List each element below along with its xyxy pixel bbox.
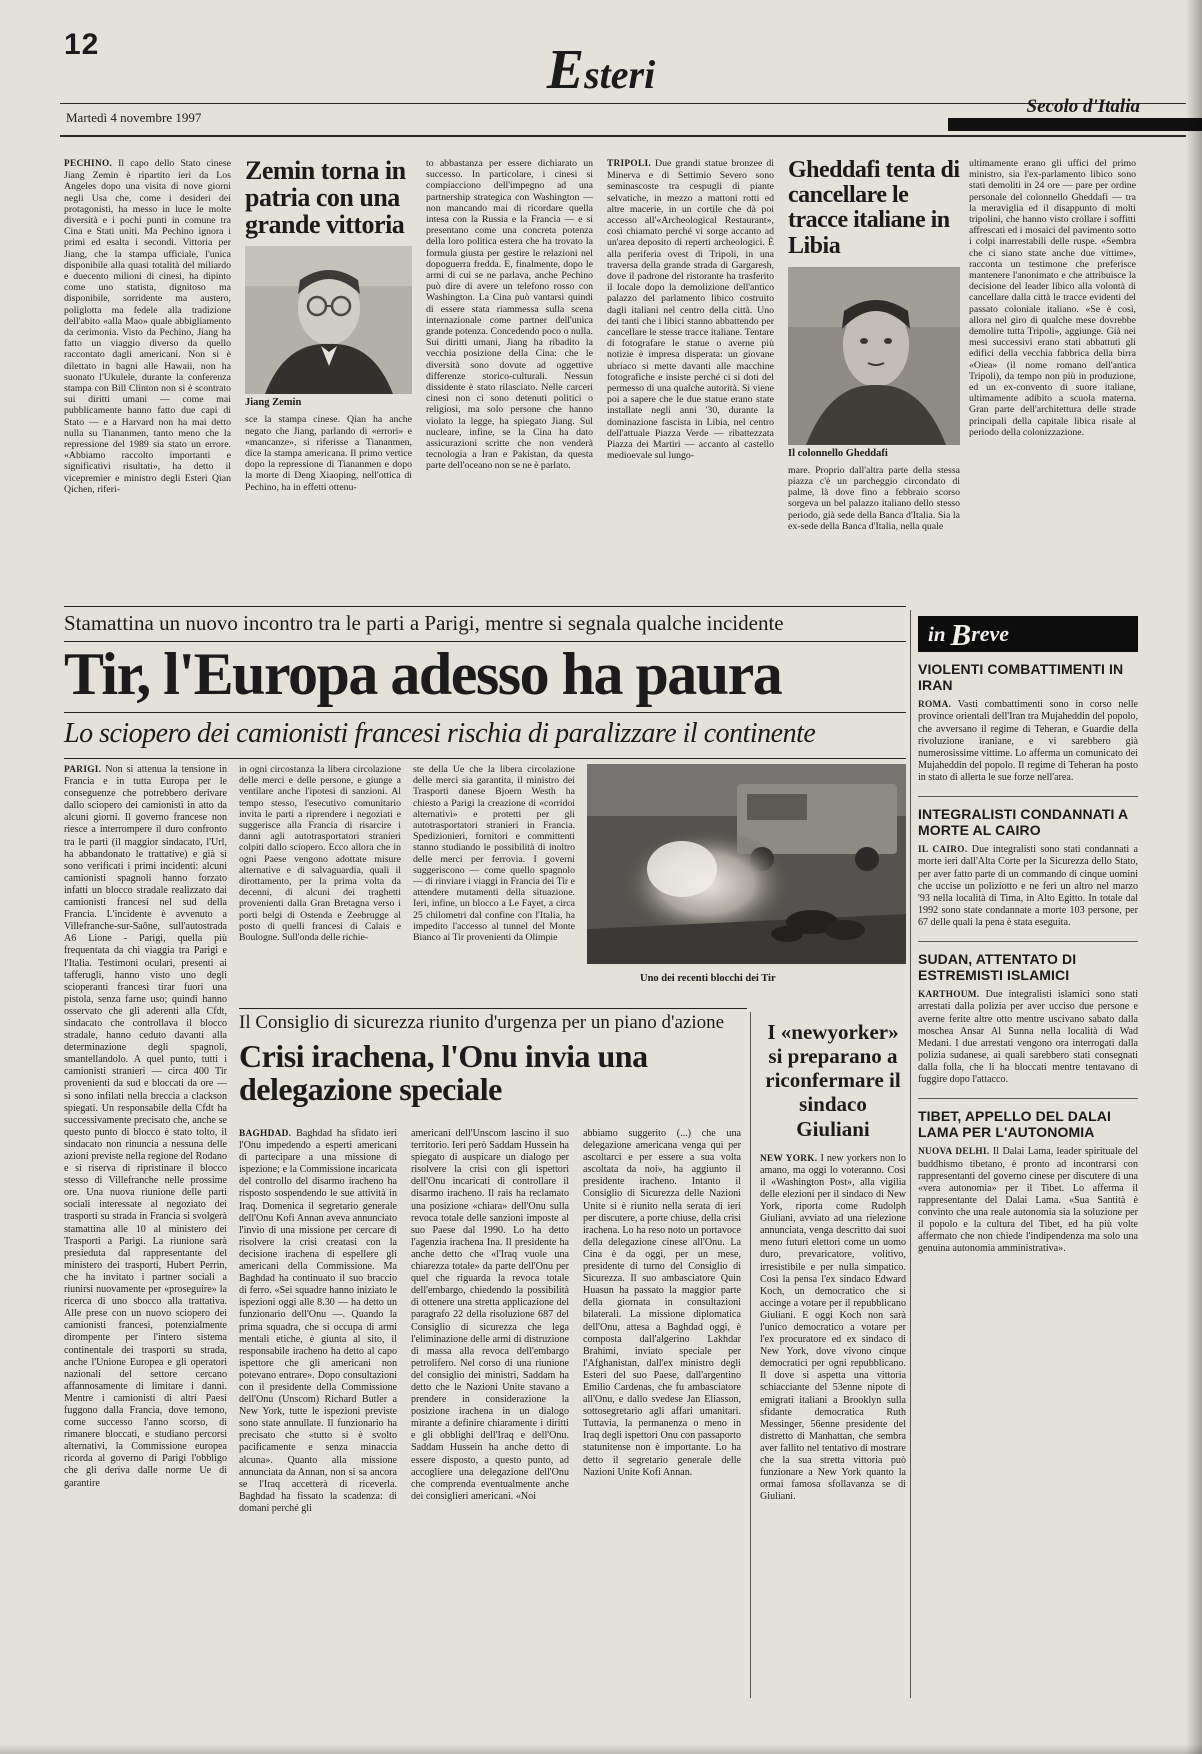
zemin-article-col-1 bbox=[64, 158, 231, 594]
inbreve-header bbox=[918, 616, 1138, 652]
section-rest: steri bbox=[584, 52, 656, 97]
inbreve-title-b: B bbox=[950, 616, 972, 652]
brief-body: Vasti combattimenti sono in corso nelle province orientali dell'Iran tra Mujaheddin del popolo, che avversano il regime di Teheran, e Guardie della rivoluzione iraniane, e vi sarebbero già numerosissime vittime. Lo afferma un comunicato dei Mujaheddin del popolo. Il regime di Teheran ha posto in stato di allerta le sue forze nell'area. bbox=[918, 699, 1139, 783]
iraq-kicker: Il Consiglio di sicurezza riunito d'urgenza per un piano d'azione bbox=[239, 1008, 747, 1040]
gheddafi-photo bbox=[788, 267, 960, 445]
brief-body-wrap bbox=[918, 844, 1138, 929]
giuliani-divider-rule bbox=[750, 1012, 751, 1698]
gheddafi-article-col-2 bbox=[788, 158, 960, 594]
brief-dateline: KARTHOUM. bbox=[918, 990, 980, 1001]
gheddafi-article-col-3: ultimamente erano gli uffici del primo ministro, sia l'ex-parlamento libico sono stati demoliti in 24 ore — pare per ordine personale del colonnello Gheddafi — tra la meraviglia ed il disappunto di molti tripolini, che hanno visto crollare i soffitti affrescati ed i mosaici del pavimento sotto i colpi inarrestabili delle ruspe. «Sembra che ci siano state anche due vittime», racconta un testimone che preferisce mantenere l'anonimato e che attribuisce la decisione del leader libico alla volontà di cancellare dalla città le tracce evidenti del passato coloniale italiano. «Se è così, allora nel giro di qualche mese dovrebbe demolire tutta Tripoli», aggiunge. Già nei mesi successivi erano stati abbattuti gli edifici della vecchia fabbrica della birra «Oiea» (il nome romano dell'antica Tripoli), da tempo non più in produzione, ed un ex-convento di suore italiane, ultimamente adibito a scuola materna. Gran parte dell'architettura delle strade principali della capitale libica risale al periodo della colonizzazione. bbox=[969, 158, 1136, 438]
brief-dateline: ROMA. bbox=[918, 700, 952, 711]
zemin-article-col-3: to abbastanza per essere dichiarato un successo. In particolare, i cinesi si compiacciono dell'impegno ad una partnership strategica con Washington — non mancando mai di ricordare quella intesa con la Russia e la Francia — e si presentano come una concreta potenza della loro politica estera che ha trovato la formula giusta per gestire le relazioni nel dopoguerra fredda. E, finalmente, dopo le armi di cui se ne parlava, anche Pechino può dire di avere un telefono rosso con Washington. La Cina può vantarsi quindi di essere stata riammessa sulla scena internazionale come partner dell'unica grande potenza. Concedendo poco o nulla. Sui diritti umani, Jiang ha ribadito la vecchia posizione della Cina: che le diversità sono dovute ad oggettive differenze storico-culturali. Nessun dissidente è stato rilasciato. Nelle carceri cinesi non ci sono detenuti politici o religiosi, ma solo persone che hanno violato la legge, ha spiegato Jiang. Sul nucleare, infine, se la Cina ha dato assicurazioni scritte che non venderà tecnologia a Iran e Pakistan, da questa parte dell'oceano non se ne è parlato. bbox=[426, 158, 593, 472]
brief-body-wrap bbox=[918, 699, 1138, 784]
section-initial: E bbox=[546, 39, 585, 101]
iraq-section-head bbox=[239, 1008, 747, 1106]
gheddafi-article-col-1 bbox=[607, 158, 774, 594]
giuliani-headline: I «newyorker» si preparano a riconfermare il sindaco Giuliani bbox=[765, 1020, 901, 1141]
zemin-photo-caption: Jiang Zemin bbox=[245, 397, 302, 409]
brief-item-cairo bbox=[918, 797, 1138, 942]
brief-body: Due integralisti sono stati condannati a morte ieri dall'Alta Corte per la Sicurezza dello Stato, per aver fatto parte di un commando di cinque uomini che uccise un poliziotto e ne ferì un altro nel marzo '93 nella località di Tima, in Alto Egitto. In totale dal 1992 sono state condannate a morte 103 persone, per 67 delle quali la pena è stata eseguita. bbox=[918, 844, 1138, 928]
tir-article-col-1 bbox=[64, 764, 227, 1698]
brief-item-sudan bbox=[918, 942, 1138, 1099]
zemin-body-1: Il capo dello Stato cinese Jiang Zemin è ripartito ieri da Los Angeles dopo una visita di nove giorni negli Usa che, come i desideri dei protagonisti, ha messo in luce le molte diversità e i pochi punti in comune tra Cina e Stati uniti. Ma Pechino ignora i primi ed esalta i secondi. Vittoria per Jiang, che la stampa ufficiale, l'unica disponibile alla quasi totalità del miliardo e duecento milioni di cinesi, ha dipinto come uno statista, dignitoso ma disponibile, sorridente ma austero, poliglotta ma fedele alla tradizione dell'abito «alla Mao» quale abbigliamento da cerimonia. Visto da Pechino, Jiang ha fatto un viaggio diverso da quello raccontato dagli americani. Non si è dilettato in bagni alle Hawaii, non ha suonato l'Ukulele, durante la conferenza stampa con Bill Clinton non si è scontrato sui diritti umani — come mai pubblicamente hanno fatto due capi di Stato — e a Harvard non ha mai detto nulla su Tiananmen, tanto meno che la repressione del 1989 sia stato un errore. «Abbiamo raccolto importanti e significativi risultati», ha detto il vicepremier e ministro degli Esteri Qian Qichen, riferi- bbox=[64, 158, 231, 495]
tir-article-col-2: in ogni circostanza la libera circolazione delle merci e delle persone, e giunge a ventilare anche l'ipotesi di sanzioni. Al tempo stesso, l'esecutivo comunitario invita le parti a riprendere i negoziati e suggerisce alla Francia di risarcire i danni agli autotrasportatori stranieri colpiti dallo sciopero. Ecco allora che in ogni Paese vengono adottate misure alternative e di salvaguardia, quali il dirottamento, per la prima volta da decenni, di alcuni dei traghetti provenienti dalla Gran Bretagna verso i porti belgi di Ostenda e Zeebrugge al posto di quelli francesi di Calais e Boulogne. Sull'onda delle richie- bbox=[239, 764, 401, 944]
zemin-headline: Zemin torna in patria con una grande vittoria bbox=[245, 156, 406, 239]
masthead: Secolo d'Italia bbox=[1026, 96, 1140, 117]
header-rule-bottom bbox=[60, 135, 1186, 137]
page-number: 12 bbox=[64, 28, 100, 61]
inbreve-title-reve: reve bbox=[971, 621, 1010, 646]
brief-dateline: NUOVA DELHI. bbox=[918, 1147, 990, 1158]
brief-body-wrap bbox=[918, 989, 1138, 1086]
tir-section-head bbox=[64, 606, 906, 759]
giuliani-article bbox=[760, 1020, 906, 1673]
brief-title: SUDAN, ATTENTATO DI ESTREMISTI ISLAMICI bbox=[918, 951, 1077, 983]
iraq-headline: Crisi irachena, l'Onu invia una delegazione speciale bbox=[239, 1037, 648, 1108]
tir-dateline: PARIGI. bbox=[64, 765, 102, 775]
brief-title: VIOLENTI COMBATTIMENTI IN IRAN bbox=[918, 661, 1124, 693]
brief-item-tibet bbox=[918, 1099, 1138, 1267]
scan-edge-shadow bbox=[1186, 0, 1202, 1754]
zemin-dateline: PECHINO. bbox=[64, 159, 113, 169]
tir-deck: Lo sciopero dei camionisti francesi rischia di paralizzare il continente bbox=[64, 712, 906, 759]
gheddafi-headline: Gheddafi tenta di cancellare le tracce italiane in Libia bbox=[788, 157, 960, 259]
giuliani-dateline: NEW YORK. bbox=[760, 1153, 818, 1164]
date: Martedì 4 novembre 1997 bbox=[66, 110, 202, 125]
inbreve-divider-rule bbox=[910, 610, 911, 1698]
zemin-body-2: sce la stampa cinese. Qian ha anche negato che Jiang, parlando di «errori» e «mancanze», si riferisse a Tiananmen, dice la stampa americana. Il primo vertice dopo la repressione di Tiananmen e dopo la morte di Deng Xiaoping, nell'ottica di Pechino, ha in effetti ottenu- bbox=[245, 414, 412, 493]
tir-blockade-photo bbox=[587, 764, 906, 964]
tir-photo-caption: Uno dei recenti blocchi dei Tir bbox=[640, 973, 776, 984]
gheddafi-body-1: Due grandi statue bronzee di Minerva e di Settimio Severo sono seminascoste tra cespugli di piante selvatiche, in mezzo a mattoni rotti ed altre macerie, in un cortile che dà poi accesso all'«Archeological Restaurant», così chiamato perché vi sorge accanto ad un'area deposito di reperti archeologici. È alla periferia ovest di Tripoli, in una traversa della grande strada di Gargaresh, dove il padrone del ristorante ha trasferito il locale dopo la demolizione dell'antico palazzo del parlamento libico costruito dagli italiani nel centro della città. Uno dei tanti che i libici stanno abbattendo per cancellare le stesse tracce italiane. Tentare di fotografare le statue o averne più notizie è impresa disperata: un giovane ubriaco si mette davanti alle macchine fotografiche e insiste perché ci si doti del permesso di una qualche autorità. Si viene poi a sapere che le due statue erano state installate negli anni '30, durante la dominazione fascista in Libia, nel centro dell'attuale Piazza Verde — ribattezzata Piazza dei Martiri — accanto al castello medioevale sul lungo- bbox=[607, 158, 774, 462]
gheddafi-dateline: TRIPOLI. bbox=[607, 159, 651, 169]
brief-item-iran bbox=[918, 652, 1138, 797]
tir-body-1: Non si attenua la tensione in Francia e in tutta Europa per le conseguenze che potrebbero derivare dallo sciopero dei camionisti in atto da alcuni giorni. Il governo francese non riesce a interrompere il duro confronto tra le parti (il maggior sindacato, l'Url, ha abbandonato le trattative) e già si sono verificati i primi incidenti: alcuni camionisti spagnoli hanno forzato infatti un blocco stradale realizzato dai camionisti francesi nel sud della Francia. L'incidente è avvenuto a Villefranche-sur-Saône, sull'autostrada A6 Lione - Parigi, quella più frequentata da chi viaggia tra Parigi e l'Italia. Testimoni oculari, presenti ai tafferugli, hanno visto uno degli scioperanti francesi tirar fuori una pistola, senza farne uso; quindi hanno osservato che gli aderenti alla Cfdt, sindacato che controllava il blocco stradale, hanno ceduto davanti alla determinazione degli spagnoli, smantellandolo. A quel punto, tutti i camionisti stranieri — circa 400 Tir provenienti da sud e bloccati da ore — si sono infilati nella breccia a clackson spiegati. Un responsabile della Cfdt ha successivamente precisato che, anche se questo punto di blocco è stato tolto, il sindacato non rinuncia a nessuna delle azioni previste nella regione del Rodano e si riserva di ripristinare il blocco stesso di Villefranche nelle prossime ore. Una nuova riunione delle parti sociali interessate al negoziato dei trasporti su strada in Francia si svolgerà stamattina alle 10 al ministero dei Trasporti a Parigi. La riunione sarà presieduta dal rappresentante del ministero dei trasporti, Hubert Perrin, che ha invitato i partner sociali a riunirsi nuovamente per «proseguire» la ricerca di uno sbocco alla trattativa. Alle prese con un nuovo sciopero dei camionisti francesi, potenzialmente dirompente per l'intero sistema continentale dei trasporti su strada, anche l'Unione Europea e gli operatori nazionali del settore cercano affannosamente di limitare i danni. Mentre i camionisti di altri Paesi fuggono dalla Francia, dove temono, come successo l'anno scorso, di rimanere bloccati, e studiano percorsi alternativi, la Commissione europea ricorda al governo di Parigi l'obbligo che gli deriva dalle norme Ue di garantire bbox=[64, 764, 227, 1489]
brief-body: Il Dalai Lama, leader spirituale del buddhismo tibetano, è pronto ad incontrarsi con rappresentanti del governo cinese per discutere di una «vera autonomia» per il Tibet. Lo afferma il rappresentante del Dalai Lama. «Sua Santità è convinto che una reale autonomia sia la soluzione per il popolo e la cultura del Tibet, ed ha più volte affermato che non chiede l'indipendenza ma solo una genuina autonomia amministrativa». bbox=[918, 1146, 1139, 1255]
iraq-article-col-1 bbox=[239, 1128, 397, 1698]
brief-dateline: IL CAIRO. bbox=[918, 845, 968, 856]
header-rule-top bbox=[60, 103, 1186, 104]
brief-body-wrap bbox=[918, 1146, 1138, 1255]
section-title bbox=[0, 39, 1202, 101]
masthead-bar bbox=[948, 118, 1202, 131]
iraq-article-col-3: abbiamo suggerito (...) che una delegazione americana venga qui per ascoltarci e per essere a sua volta ascoltata da noi», ha aggiunto il presidente iracheno. Intanto il Consiglio di Sicurezza delle Nazioni Unite si è riunito nella serata di ieri per discutere, a porte chiuse, della crisi irachena. Lo ha reso noto un portavoce della delegazione cinese all'Onu. La Cina è da oggi, per un mese, presidente di turno del Consiglio di Sicurezza. Il suo ambasciatore Quin Huasun ha passato la maggior parte della giornata in consultazioni bilaterali. La missione diplomatica dell'Onu, attesa a Baghdad oggi, è composta dall'algerino Lakhdar Brahimi, inviato speciale per l'Afghanistan, dall'ex ministro degli Esteri del suo Paese, dall'argentino Emilio Cardenas, che fu ambasciatore all'Onu, e dallo svedese Jan Eliasson, sottosegretario agli affari umanitari. Tuttavia, la permanenza o meno in Iraq degli ispettori Onu con passaporto statunitense non è importante. Lo ha detto il segretario generale delle Nazioni Unite Kofi Annan. bbox=[583, 1128, 741, 1478]
tir-headline: Tir, l'Europa adesso ha paura bbox=[64, 641, 906, 712]
iraq-body-1: Baghdad ha sfidato ieri l'Onu impedendo a esperti americani di partecipare a una missione di ispezione; e la Commissione incaricata del controllo del disarmo iracheno ha risposto sospendendo le sue attività in Iraq. Domenica il segretario generale dell'Onu Kofi Annan aveva annunciato l'invio di una missione per cercare di risolvere la crisi creatasi con la decisione irachena di espellere gli americani della Commissione. Ma Baghdad ha continuato il suo braccio di ferro. «Sei squadre hanno iniziato le ispezioni oggi alle 8.30 — ha detto un funzionario dell'Onu —. Quando la prima squadra, che si occupa di armi mentali etiche, è giunta al sito, il responsabile iracheno ha detto al capo ispettore che gli americani non potevano entrare». Dopo consultazioni con il presidente della Commissione dell'Onu (Unscom) Richard Butler a New York, tutte le ispezioni previste sono state annullate. Il funzionario ha precisato che «tutto si è svolto pacificamente e senza minaccia alcuna». Quanto alla missione annunciata da Annan, non si sa ancora se l'Iraq accetterà di riceverla. Baghdad ha fissato la scadenza: di domani perché gli bbox=[239, 1128, 397, 1514]
iraq-dateline: BAGHDAD. bbox=[239, 1129, 292, 1139]
brief-title: INTEGRALISTI CONDANNATI A MORTE AL CAIRO bbox=[918, 806, 1128, 838]
inbreve-sidebar bbox=[918, 616, 1138, 1267]
gheddafi-photo-caption: Il colonnello Gheddafi bbox=[788, 447, 888, 459]
zemin-article-col-2 bbox=[245, 158, 412, 594]
jiang-zemin-photo bbox=[245, 246, 412, 394]
brief-title: TIBET, APPELLO DEL DALAI LAMA PER L'AUTONOMIA bbox=[918, 1108, 1111, 1140]
iraq-article-col-2: americani dell'Unscom lascino il suo territorio. Ieri però Saddam Hussein ha spiegato di auspicare un dialogo per risolvere la crisi con gli ispettori dell'Onu incaricati di controllare il disarmo iracheno. Il raìs ha reclamato una posizione «chiara» dell'Onu sulla revoca totale delle sanzioni imposte al suo Paese dal 1990. Lo ha detto l'agenzia irachena Ina. Il presidente ha anche detto che «l'Iraq vuole una chiarezza totale» da parte dell'Onu per quel che riguarda la revoca totale dell'embargo, chiedendo la possibilità di ottenere una stretta applicazione del paragrafo 22 della risoluzione 687 del Consiglio di sicurezza che lega l'eliminazione delle armi di distruzione di massa alla revoca dell'embargo petrolifero. Nel corso di una riunione del consiglio dei ministri, Saddam ha detto che le Nazioni Unite stavano a prendere in considerazione la posizione irachena in un dialogo mirante a definire chiaramente i diritti e gli obblighi dell'Iraq e dell'Onu. Saddam Hussein ha anche detto di essere disposto, a questo punto, ad accogliere una delegazione dell'Onu che comprenda eventualmente anche dei consiglieri americani. «Noi bbox=[411, 1128, 569, 1502]
scan-bottom-shadow bbox=[0, 1744, 1202, 1754]
inbreve-title-in: in bbox=[928, 621, 946, 646]
giuliani-body: I new yorkers non lo amano, ma oggi lo voteranno. Così il «Washington Post», alla vigilia delle elezioni per il sindaco di New York, riporta come Rudolph Giuliani, avviato ad una rielezione annunciata, venga descritto dai suoi meno futuri elettori come un uomo duro, prevaricatore, volitivo, irresistibile e per nulla simpatico. Così la pensa l'ex sindaco Edward Koch, un democratico che si accinge a votare per il repubblicano Giuliani. E oggi Koch non sarà l'unico democratico a votare per l'ex procuratore ed ex sindaco di New York, dove vivono cinque democratici per ogni repubblicano. Il dove si aspetta una vittoria schiacciante del 53enne nipote di emigrati italiani a Brooklyn sulla sfidante democratica Ruth Messinger, 56enne presidente del distretto di Manhattan, che sembra aver fallito nel tentativo di mostrare che la sua stretta vittoria può funzionare a New York quanto la ormai famosa sfollavanza se di Giuliani. bbox=[760, 1152, 906, 1503]
tir-kicker: Stamattina un nuovo incontro tra le parti a Parigi, mentre si segnala qualche incidente bbox=[64, 606, 906, 641]
gheddafi-body-mid: mare. Proprio dall'altra parte della stessa piazza c'è un parcheggio circondato di palme, là dove fino a febbraio scorso sorgeva un bel palazzo italiano dello stesso periodo, già sede della Banca d'Italia. Sia la ex-sede della Banca d'Italia, nella quale bbox=[788, 464, 960, 532]
giuliani-body-wrap bbox=[760, 1153, 906, 1673]
tir-article-col-3: ste della Ue che la libera circolazione delle merci sia garantita, il ministro dei Trasporti danese Bjoern Westh ha chiesto a Parigi la creazione di «corridoi alternativi» e protetti per gli autotrasportatori stranieri in Francia. Spedizionieri, fornitori e committenti stanno studiando le possibilità di inoltro delle merci per ferrovia. I governi suggeriscono — come quello spagnolo — di rinviare i viaggi in Francia dei Tir e attendere mutamenti della situazione. Ieri, infine, un blocco a Le Fayet, a circa 25 chilometri dal confine con l'Italia, ha impedito l'accesso al tunnel del Monte Bianco ai Tir provenienti da Olimpie bbox=[413, 764, 575, 944]
brief-body: Due integralisti islamici sono stati arrestati dalla polizia per aver ucciso due persone e averne ferite altre otto mentre uscivano sabato dalla moschea Ansar Al Sunna nella località di Wad Medani. I due arrestati vengono ora interrogati dalla polizia sudanese, ai quali sarebbero stati consegnati dalla folla, che li ha bloccati mentre tentavano di fuggire dopo l'attacco. bbox=[918, 989, 1138, 1085]
